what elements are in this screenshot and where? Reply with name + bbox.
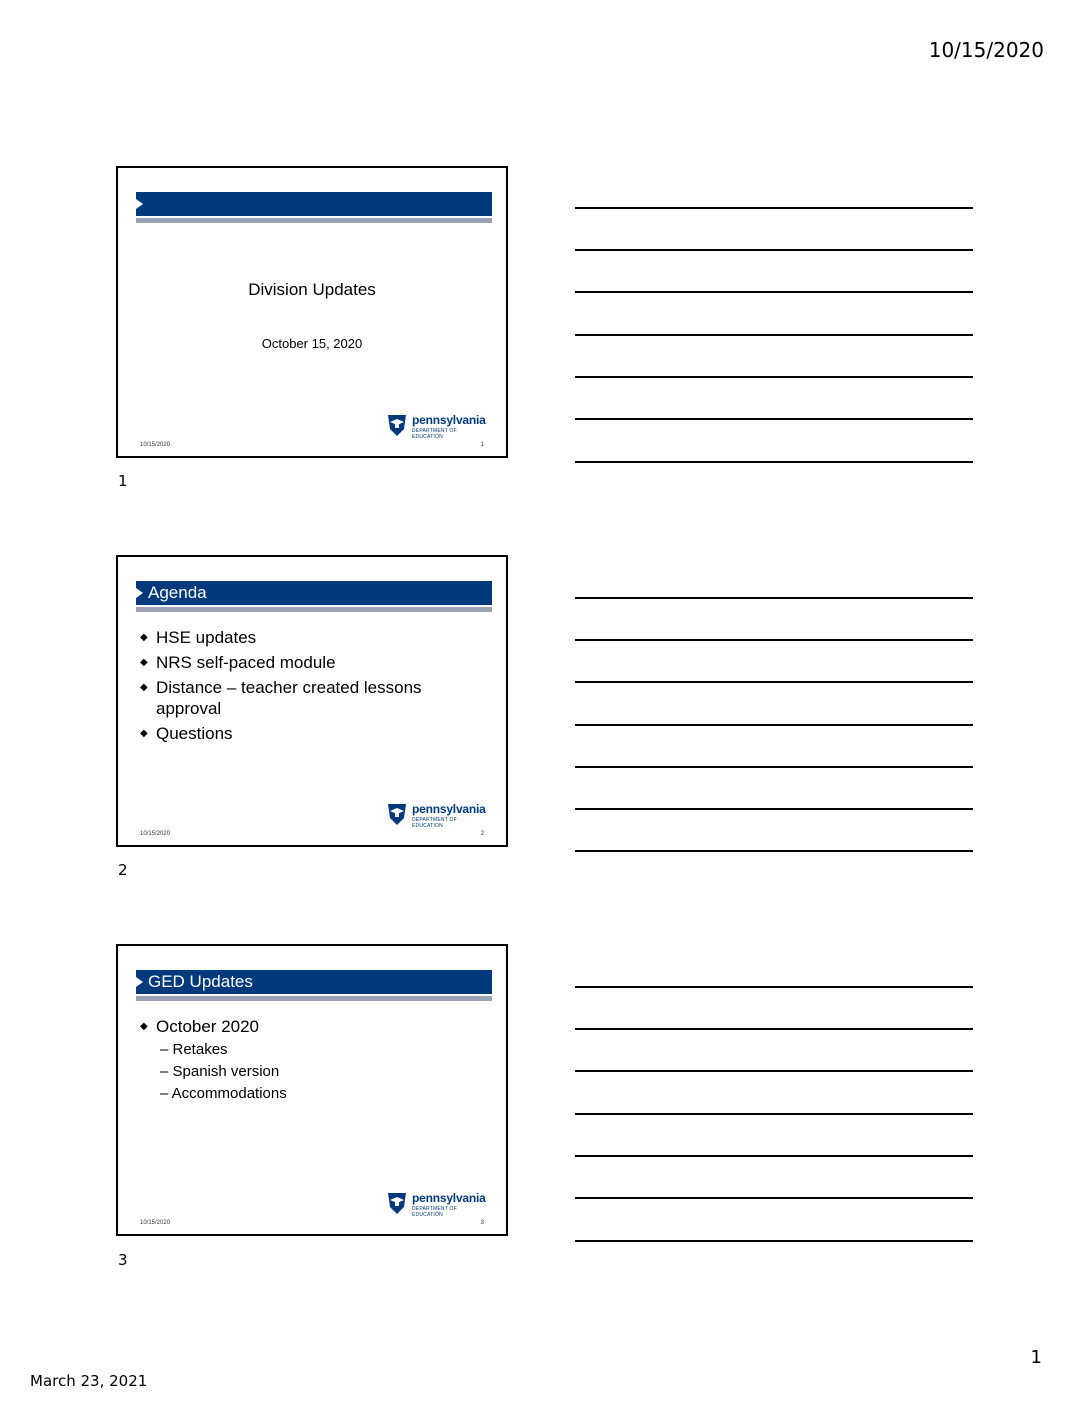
triangle-bullet-icon: [136, 588, 143, 598]
note-line: [575, 1155, 973, 1157]
note-line: [575, 724, 973, 726]
logo-name: pennsylvania: [412, 802, 486, 816]
slide-title: Division Updates: [248, 280, 376, 299]
note-line: [575, 418, 973, 420]
sub-bullet-list: [160, 1039, 490, 1105]
diamond-bullet-icon: ◆: [140, 632, 148, 643]
slide-footer-number: 1: [480, 442, 484, 448]
keystone-logo-icon: [386, 413, 408, 437]
list-item: ◆ HSE updates: [140, 628, 257, 647]
list-item: ◆ October 2020 – Retakes – Spanish version – Accommodations: [140, 1016, 490, 1105]
note-line: [575, 207, 973, 209]
triangle-bullet-icon: [136, 977, 143, 987]
note-line: [575, 681, 973, 683]
diamond-bullet-icon: ◆: [140, 682, 148, 693]
list-item: ◆ Distance – teacher created lessons approval: [140, 678, 422, 718]
pennsylvania-logo: [386, 1191, 488, 1217]
note-line: [575, 461, 973, 463]
keystone-logo-icon: [386, 1191, 408, 1215]
slide-footer-date: 10/15/2020: [140, 1220, 171, 1226]
note-line: [575, 291, 973, 293]
note-line: [575, 986, 973, 988]
keystone-logo-icon: [386, 802, 408, 826]
note-line: [575, 766, 973, 768]
note-line: [575, 1070, 973, 1072]
sub-list-item: – Accommodations: [160, 1085, 287, 1102]
note-line: [575, 639, 973, 641]
list-item: ◆ NRS self-paced module: [140, 653, 336, 672]
note-line: [575, 376, 973, 378]
logo-subtitle: DEPARTMENT OF EDUCATION: [412, 428, 457, 440]
logo-subtitle: DEPARTMENT OF EDUCATION: [412, 817, 457, 829]
slide-label-1: 1: [118, 472, 128, 490]
slide-thumbnail-3: [116, 944, 508, 1236]
slide-title-bar: [136, 581, 492, 605]
slide-footer-date: 10/15/2020: [140, 442, 171, 448]
print-date: March 23, 2021: [30, 1372, 148, 1390]
slide-footer-number: 3: [480, 1220, 484, 1226]
note-line: [575, 1028, 973, 1030]
note-line: [575, 249, 973, 251]
slide-footer-date: 10/15/2020: [140, 831, 171, 837]
sub-list-item: – Spanish version: [160, 1063, 280, 1080]
bullet-list: [140, 1016, 490, 1109]
diamond-bullet-icon: ◆: [140, 1021, 148, 1032]
diamond-bullet-icon: ◆: [140, 657, 148, 668]
logo-name: pennsylvania: [412, 413, 486, 427]
logo-subtitle: DEPARTMENT OF EDUCATION: [412, 1206, 457, 1218]
note-line: [575, 334, 973, 336]
note-line: [575, 1113, 973, 1115]
slide-title-bar: [136, 970, 492, 994]
slide-thumbnail-1: [116, 166, 508, 458]
page-number: 1: [1030, 1347, 1042, 1368]
sub-list-item: – Retakes: [160, 1041, 228, 1058]
triangle-bullet-icon: [136, 199, 143, 209]
slide-subtitle: October 15, 2020: [261, 336, 363, 351]
slide-label-3: 3: [118, 1251, 128, 1269]
bullet-list: [140, 627, 490, 748]
pennsylvania-logo: [386, 802, 488, 828]
slide-thumbnail-2: [116, 555, 508, 847]
pennsylvania-logo: [386, 413, 488, 439]
diamond-bullet-icon: ◆: [140, 728, 148, 739]
note-line: [575, 850, 973, 852]
slide-label-2: 2: [118, 861, 128, 879]
slide-heading: Agenda: [148, 583, 207, 602]
slide-heading: GED Updates: [148, 972, 253, 991]
note-line: [575, 808, 973, 810]
note-line: [575, 597, 973, 599]
slide-title-bar: [136, 192, 492, 216]
logo-name: pennsylvania: [412, 1191, 486, 1205]
note-line: [575, 1197, 973, 1199]
note-line: [575, 1240, 973, 1242]
page-header-date: 10/15/2020: [928, 38, 1044, 62]
slide-footer-number: 2: [480, 831, 484, 837]
list-item: ◆ Questions: [140, 724, 233, 743]
